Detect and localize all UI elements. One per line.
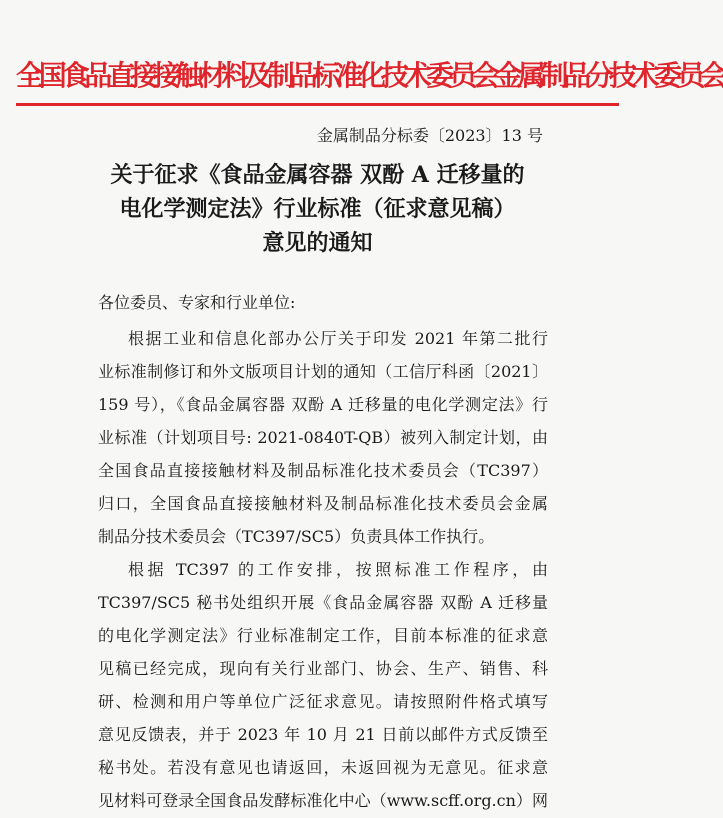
body-line: 根据工业和信息化部办公厅关于印发 2021 年第二批行 <box>128 329 548 348</box>
title-line-1: 关于征求《食品金属容器 双酚 A 迁移量的 <box>110 162 525 188</box>
body-line: 业标准制修订和外文版项目计划的通知（工信厅科函〔2021〕 <box>98 362 548 381</box>
body-line: 见材料可登录全国食品发酵标准化中心（www.scff.org.cn）网 <box>98 791 548 810</box>
body-line: 制品分技术委员会（TC397/SC5）负责具体工作执行。 <box>98 527 495 546</box>
body-line: 业标准（计划项目号: 2021-0840T-QB）被列入制定计划，由 <box>98 428 548 447</box>
body-line: TC397/SC5 秘书处组织开展《食品金属容器 双酚 A 迁移量 <box>98 593 548 612</box>
body-line: 见稿已经完成，现向有关行业部门、协会、生产、销售、科 <box>98 659 548 678</box>
body-line: 159 号），《食品金属容器 双酚 A 迁移量的电化学测定法》行 <box>98 395 548 414</box>
red-divider-line <box>16 103 619 106</box>
body-line: 研、检测和用户等单位广泛征求意见。请按照附件格式填写 <box>98 692 548 711</box>
body-line: 根据 TC397 的工作安排，按照标准工作程序，由 <box>128 560 548 579</box>
body-line: 全国食品直接接触材料及制品标准化技术委员会（TC397） <box>98 461 548 480</box>
title-line-2: 电化学测定法》行业标准（征求意见稿） <box>119 196 516 222</box>
body-line: 意见反馈表，并于 2023 年 10 月 21 日前以邮件方式反馈至 <box>98 725 548 744</box>
body-line: 的电化学测定法》行业标准制定工作，目前本标准的征求意 <box>98 626 548 645</box>
body-line: 归口，全国食品直接接触材料及制品标准化技术委员会金属 <box>98 494 548 513</box>
title-line-3: 意见的通知 <box>262 230 373 256</box>
organization-header: 全国食品直接接触材料及制品标准化技术委员会金属制品分技术委员会 <box>16 59 723 92</box>
body-line: 秘书处。若没有意见也请返回，未返回视为无意见。征求意 <box>98 758 548 777</box>
salutation: 各位委员、专家和行业单位: <box>98 293 296 312</box>
document-number: 金属制品分标委〔2023〕13 号 <box>316 126 543 145</box>
